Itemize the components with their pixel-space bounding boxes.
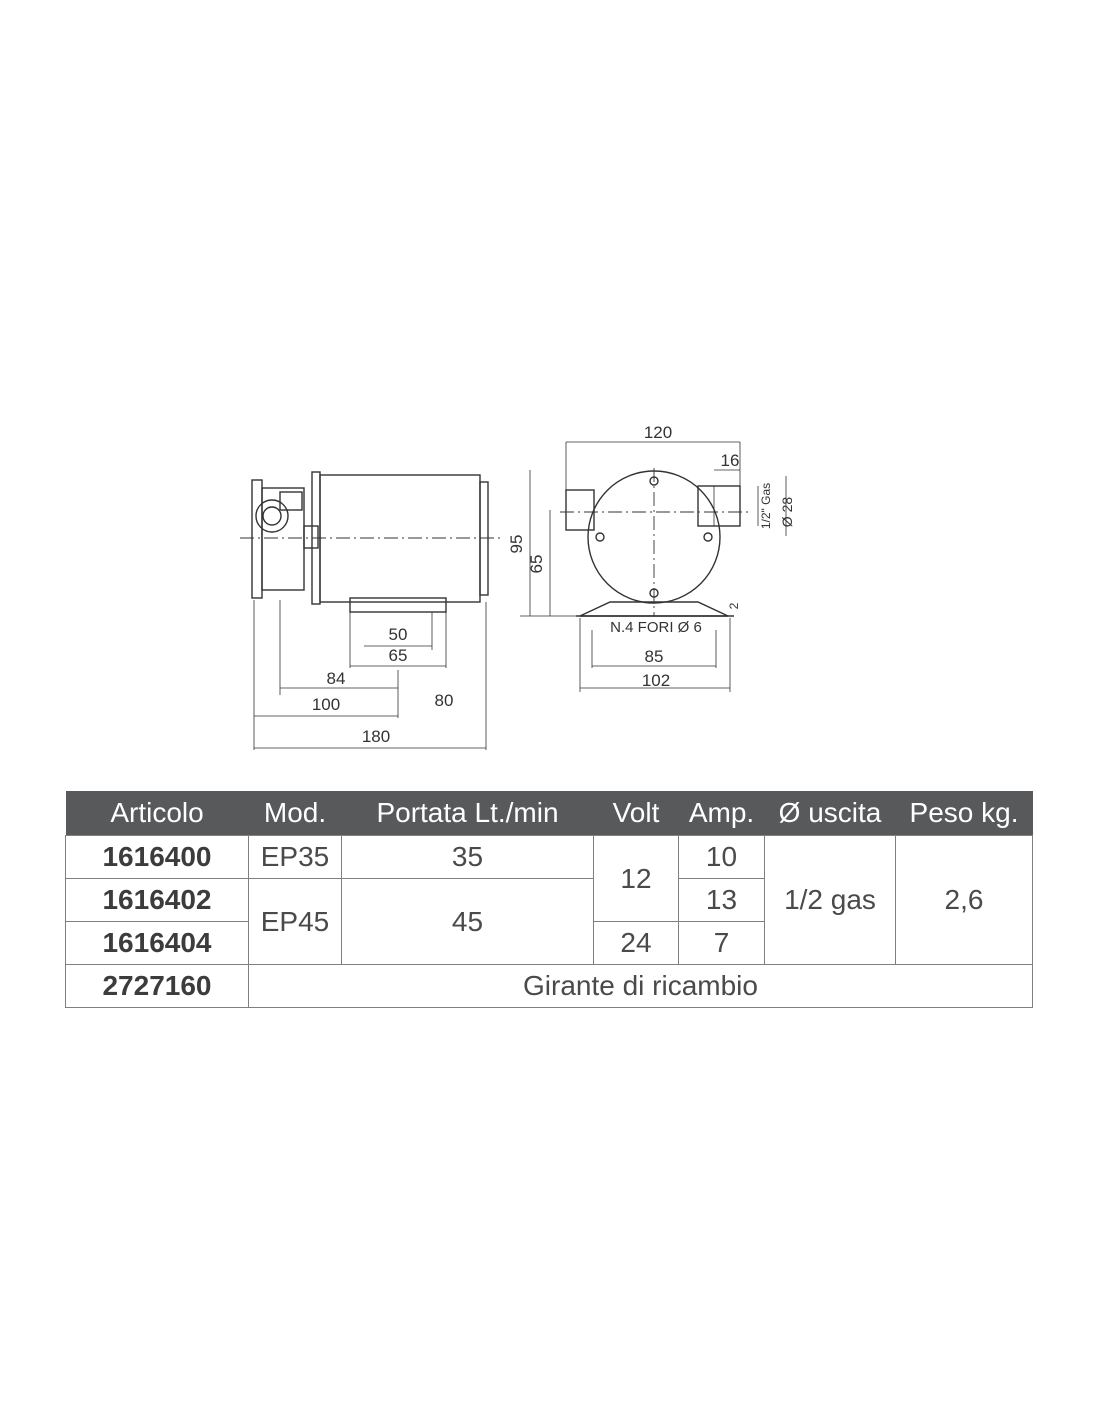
cell-note: Girante di ricambio	[249, 965, 1033, 1008]
cell-volt: 24	[594, 922, 679, 965]
header-uscita: Ø uscita	[765, 791, 896, 836]
table-header-row	[66, 791, 1033, 836]
cell-mod: EP45	[249, 879, 342, 965]
header-portata: Portata Lt./min	[342, 791, 594, 836]
cell-mod: EP35	[249, 836, 342, 879]
table-row	[66, 836, 1033, 879]
cell-portata: 35	[342, 836, 594, 879]
cell-uscita: 1/2 gas	[765, 836, 896, 965]
dim-84: 84	[326, 669, 346, 688]
spec-table	[65, 791, 1033, 1008]
dim-85: 85	[644, 647, 664, 666]
cell-articolo: 1616400	[66, 836, 249, 879]
dim-80: 80	[434, 691, 454, 710]
cell-articolo: 2727160	[66, 965, 249, 1008]
dim-65-side: 65	[388, 646, 408, 665]
dim-65-front: 65	[527, 554, 546, 574]
inlet-port-inner	[263, 507, 281, 525]
table-row	[66, 965, 1033, 1008]
dim-180: 180	[361, 727, 391, 746]
header-peso: Peso kg.	[896, 791, 1033, 836]
cell-articolo: 1616402	[66, 879, 249, 922]
header-amp: Amp.	[679, 791, 765, 836]
cell-amp: 13	[679, 879, 765, 922]
header-mod: Mod.	[249, 791, 342, 836]
motor-rear-cap	[480, 482, 488, 595]
mounting-foot	[350, 598, 446, 612]
motor-body	[320, 475, 480, 602]
dim-diam-28: Ø 28	[779, 496, 795, 528]
header-volt: Volt	[594, 791, 679, 836]
header-articolo: Articolo	[66, 791, 249, 836]
dim-gas: 1/2" Gas	[759, 482, 773, 530]
cell-amp: 10	[679, 836, 765, 879]
dim-120: 120	[643, 423, 673, 442]
dim-100: 100	[311, 695, 341, 714]
side-view	[240, 472, 502, 750]
holes-note: N.4 FORI Ø 6	[610, 619, 702, 636]
dim-95: 95	[507, 534, 526, 554]
cell-portata: 45	[342, 879, 594, 965]
pump-drawing-svg	[240, 420, 800, 760]
dim-16: 16	[720, 451, 740, 470]
dim-50: 50	[388, 625, 408, 644]
inlet-port	[256, 500, 288, 532]
cell-peso: 2,6	[896, 836, 1033, 965]
dim-102: 102	[641, 671, 671, 690]
outlet-stub	[698, 486, 740, 526]
shaft-coupling	[304, 526, 318, 548]
dim-2: 2	[727, 602, 741, 610]
pump-head-flange	[252, 480, 262, 598]
technical-drawing	[240, 420, 800, 760]
cell-articolo: 1616404	[66, 922, 249, 965]
pump-head-body	[262, 488, 304, 590]
cell-amp: 7	[679, 922, 765, 965]
cell-volt: 12	[594, 836, 679, 922]
